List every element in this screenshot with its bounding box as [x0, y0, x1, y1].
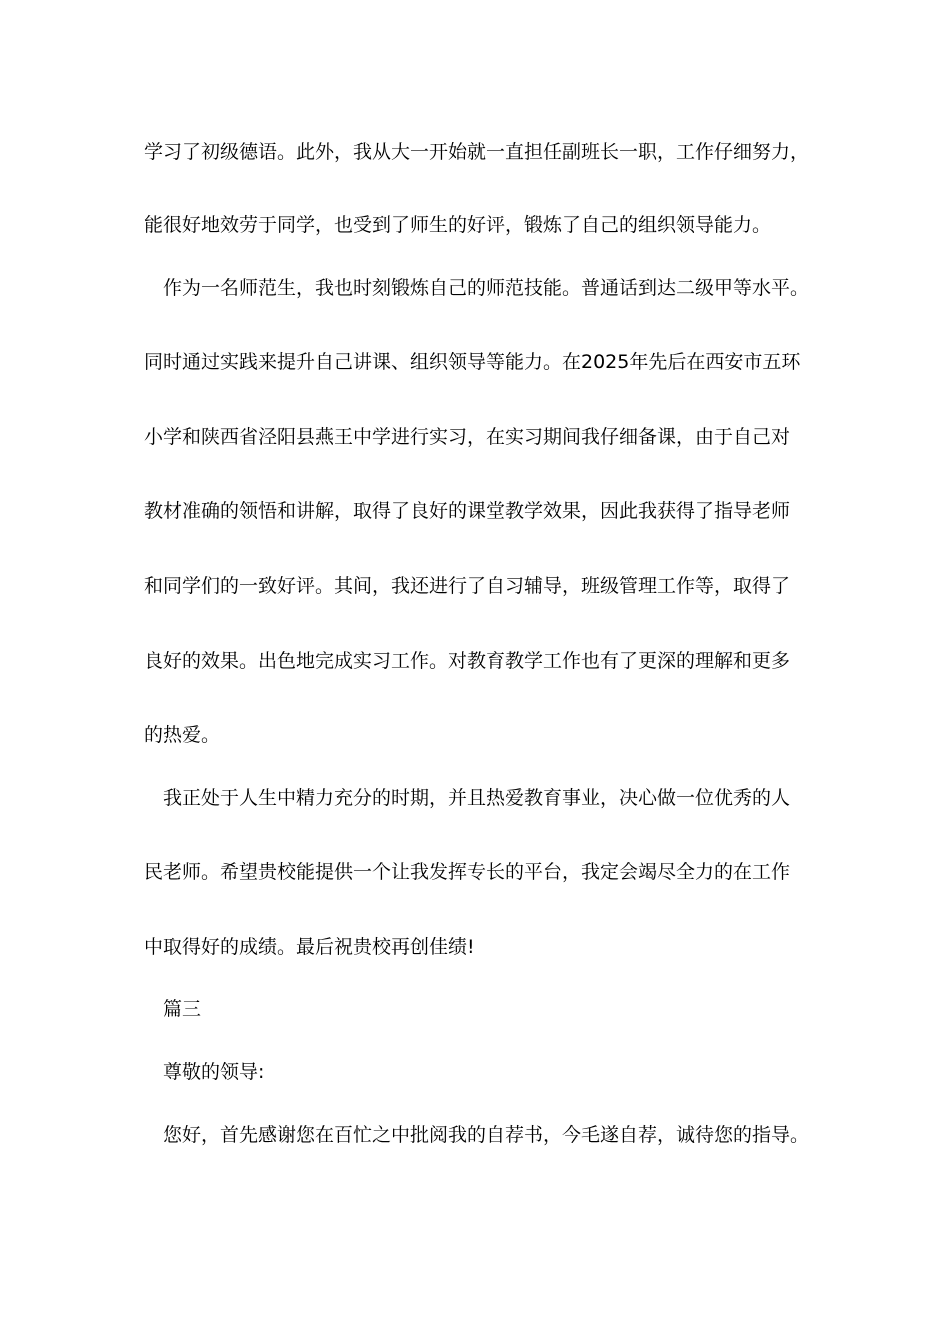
paragraph-line: 小学和陕西省泾阳县燕王中学进行实习，在实习期间我仔细备课，由于自己对	[144, 426, 791, 448]
paragraph-line: 和同学们的一致好评。其间，我还进行了自习辅导，班级管理工作等，取得了	[144, 575, 791, 597]
paragraph-line: 您好，首先感谢您在百忙之中批阅我的自荐书，今毛遂自荐，诚待您的指导。	[163, 1124, 810, 1146]
paragraph-line: 民老师。希望贵校能提供一个让我发挥专长的平台，我定会竭尽全力的在工作	[144, 861, 791, 883]
section-heading: 篇三	[163, 998, 202, 1020]
paragraph-line: 中取得好的成绩。最后祝贵校再创佳绩!	[144, 936, 475, 958]
paragraph-line: 能很好地效劳于同学，也受到了师生的好评，锻炼了自己的组织领导能力。	[144, 214, 772, 236]
paragraph-line: 我正处于人生中精力充分的时期，并且热爱教育事业，决心做一位优秀的人	[163, 787, 791, 809]
paragraph-line: 教材准确的领悟和讲解，取得了良好的课堂教学效果，因此我获得了指导老师	[144, 500, 791, 522]
paragraph-line: 的热爱。	[144, 724, 221, 746]
paragraph-line: 学习了初级德语。此外，我从大一开始就一直担任副班长一职，工作仔细努力，	[144, 141, 810, 163]
paragraph-line: 作为一名师范生，我也时刻锻炼自己的师范技能。普通话到达二级甲等水平。	[163, 277, 810, 299]
salutation: 尊敬的领导:	[163, 1061, 265, 1083]
paragraph-line: 同时通过实践来提升自己讲课、组织领导等能力。在2025年先后在西安市五环	[144, 351, 801, 373]
paragraph-line: 良好的效果。出色地完成实习工作。对教育教学工作也有了更深的理解和更多	[144, 650, 791, 672]
